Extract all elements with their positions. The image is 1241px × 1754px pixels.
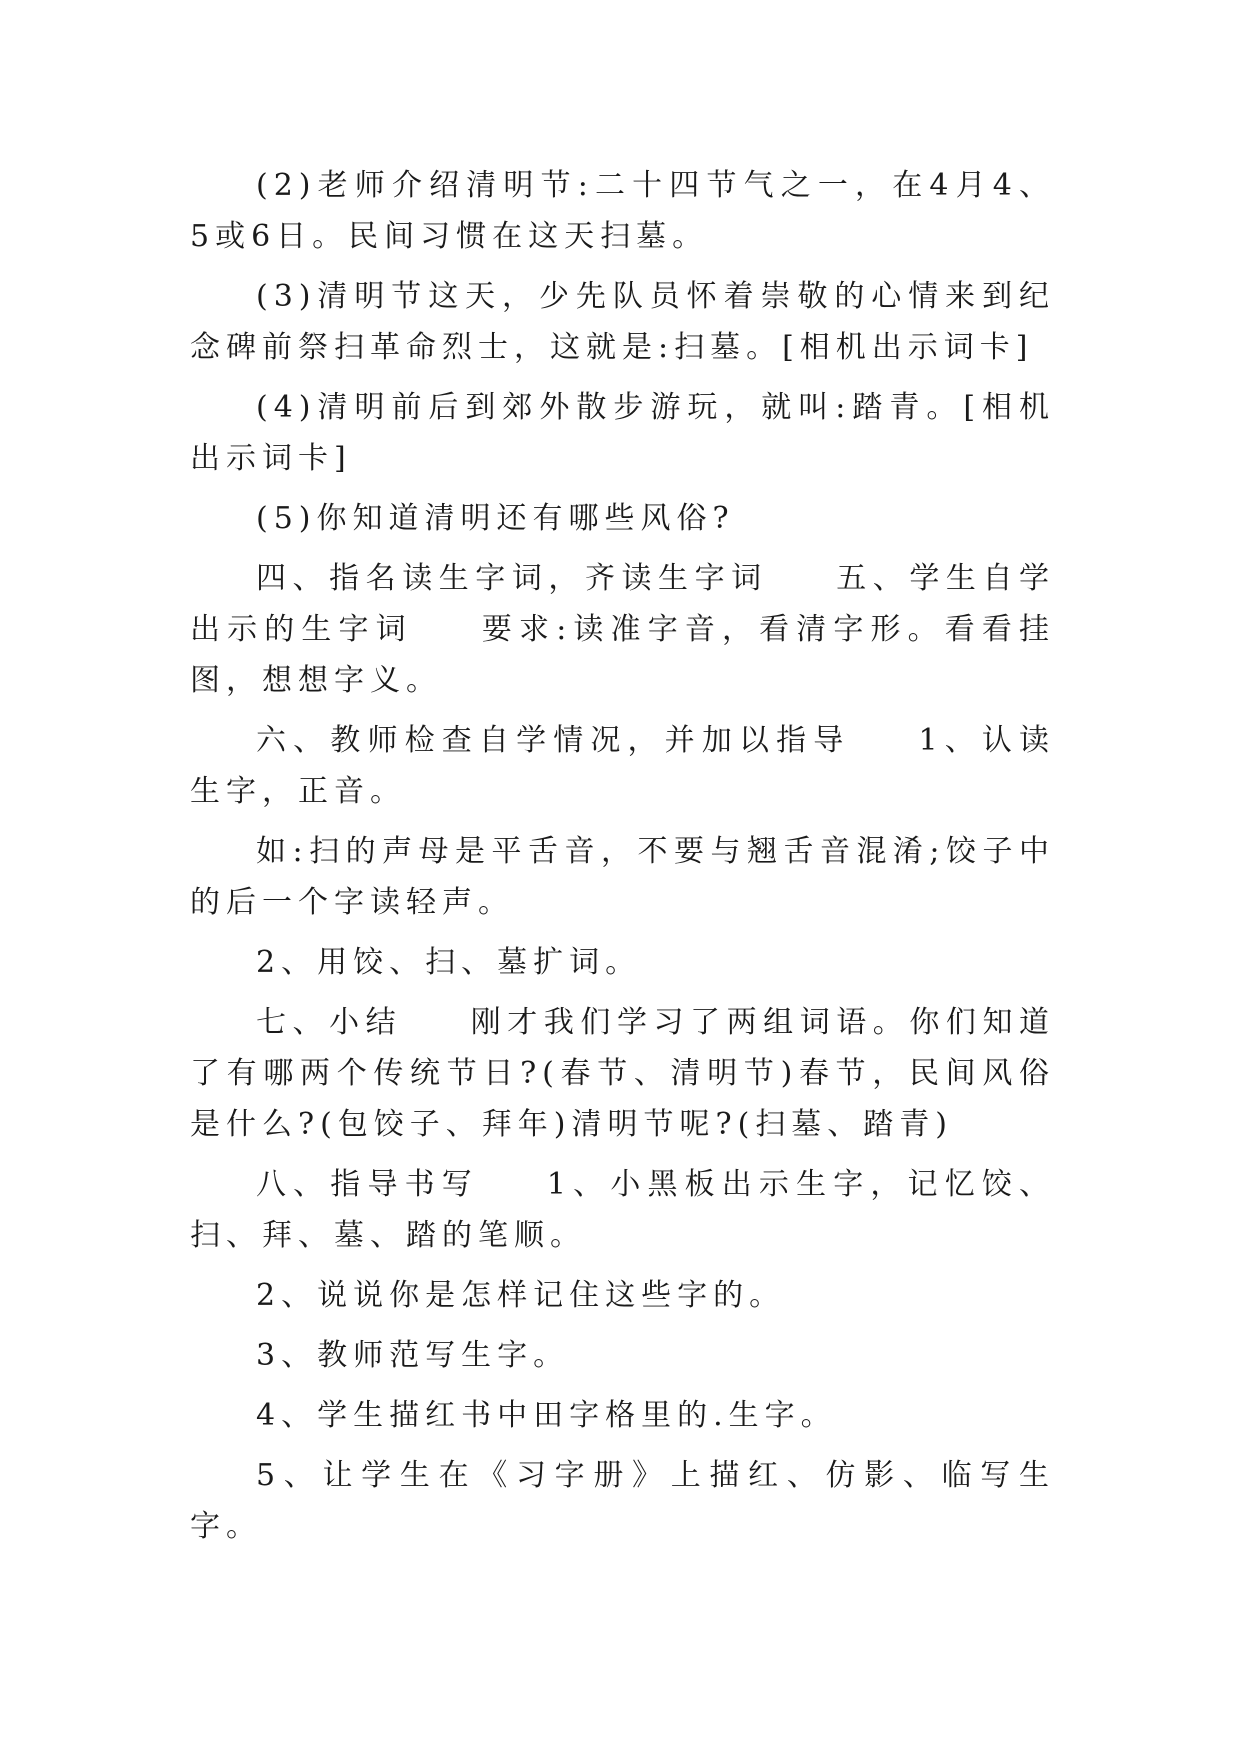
paragraph-text: 八、指导书写 <box>256 1167 479 1202</box>
paragraph-text: 1、小黑板出示生字，记忆饺、扫、拜、墓、踏的笔顺。 <box>190 1167 1055 1253</box>
paragraph-text: (2)老师介绍清明节:二十四节气之一，在4月4、5或6日。民间习惯在这天扫墓。 <box>190 168 1055 254</box>
paragraph <box>190 826 1055 928</box>
paragraph <box>190 1450 1055 1552</box>
paragraph <box>190 1270 1055 1321</box>
paragraph <box>190 160 1055 262</box>
paragraph-text: 3、教师范写生字。 <box>256 1338 570 1373</box>
paragraph <box>190 1159 1055 1261</box>
paragraph-text: 刚才我们学习了两组词语。你们知道了有哪两个传统节日?(春节、清明节)春节，民间风俗是什么?(包饺子、拜年)清明节呢?(扫墓、踏青) <box>190 1005 1056 1142</box>
paragraph-text: 5、让学生在《习字册》上描红、仿影、临写生字。 <box>190 1458 1055 1544</box>
paragraph <box>190 1330 1055 1381</box>
paragraph <box>190 382 1055 484</box>
paragraph-text: 1、认读生字，正音。 <box>190 723 1055 809</box>
paragraph-text: 如:扫的声母是平舌音，不要与翘舌音混淆;饺子中的后一个字读轻声。 <box>190 834 1055 920</box>
paragraph <box>190 1390 1055 1441</box>
paragraph-text: 四、指名读生字词，齐读生字词 <box>256 561 768 596</box>
paragraph-text: 2、说说你是怎样记住这些字的。 <box>256 1278 786 1313</box>
paragraph <box>190 997 1055 1150</box>
paragraph-text: (3)清明节这天，少先队员怀着崇敬的心情来到纪念碑前祭扫革命烈士，这就是:扫墓。[相机出示词卡] <box>190 279 1055 365</box>
paragraph-text: (4)清明前后到郊外散步游玩，就叫:踏青。[相机出示词卡] <box>190 390 1055 476</box>
paragraph-text: 2、用饺、扫、墓扩词。 <box>256 945 642 980</box>
paragraph <box>190 271 1055 373</box>
paragraph-text: 六、教师检查自学情况，并加以指导 <box>256 723 851 758</box>
paragraph-text: 七、小结 <box>256 1005 403 1040</box>
paragraph-text: 要求:读准字音，看清字形。看看挂图，想想字义。 <box>190 612 1056 698</box>
paragraph <box>190 937 1055 988</box>
paragraph-text: 五、学生自学出示的生字词 <box>190 561 1056 647</box>
paragraph <box>190 493 1055 544</box>
document-body <box>190 160 1055 1561</box>
paragraph-text: 4、学生描红书中田字格里的.生字。 <box>256 1398 837 1433</box>
paragraph <box>190 553 1055 706</box>
paragraph-text: (5)你知道清明还有哪些风俗? <box>256 501 735 536</box>
paragraph <box>190 715 1055 817</box>
